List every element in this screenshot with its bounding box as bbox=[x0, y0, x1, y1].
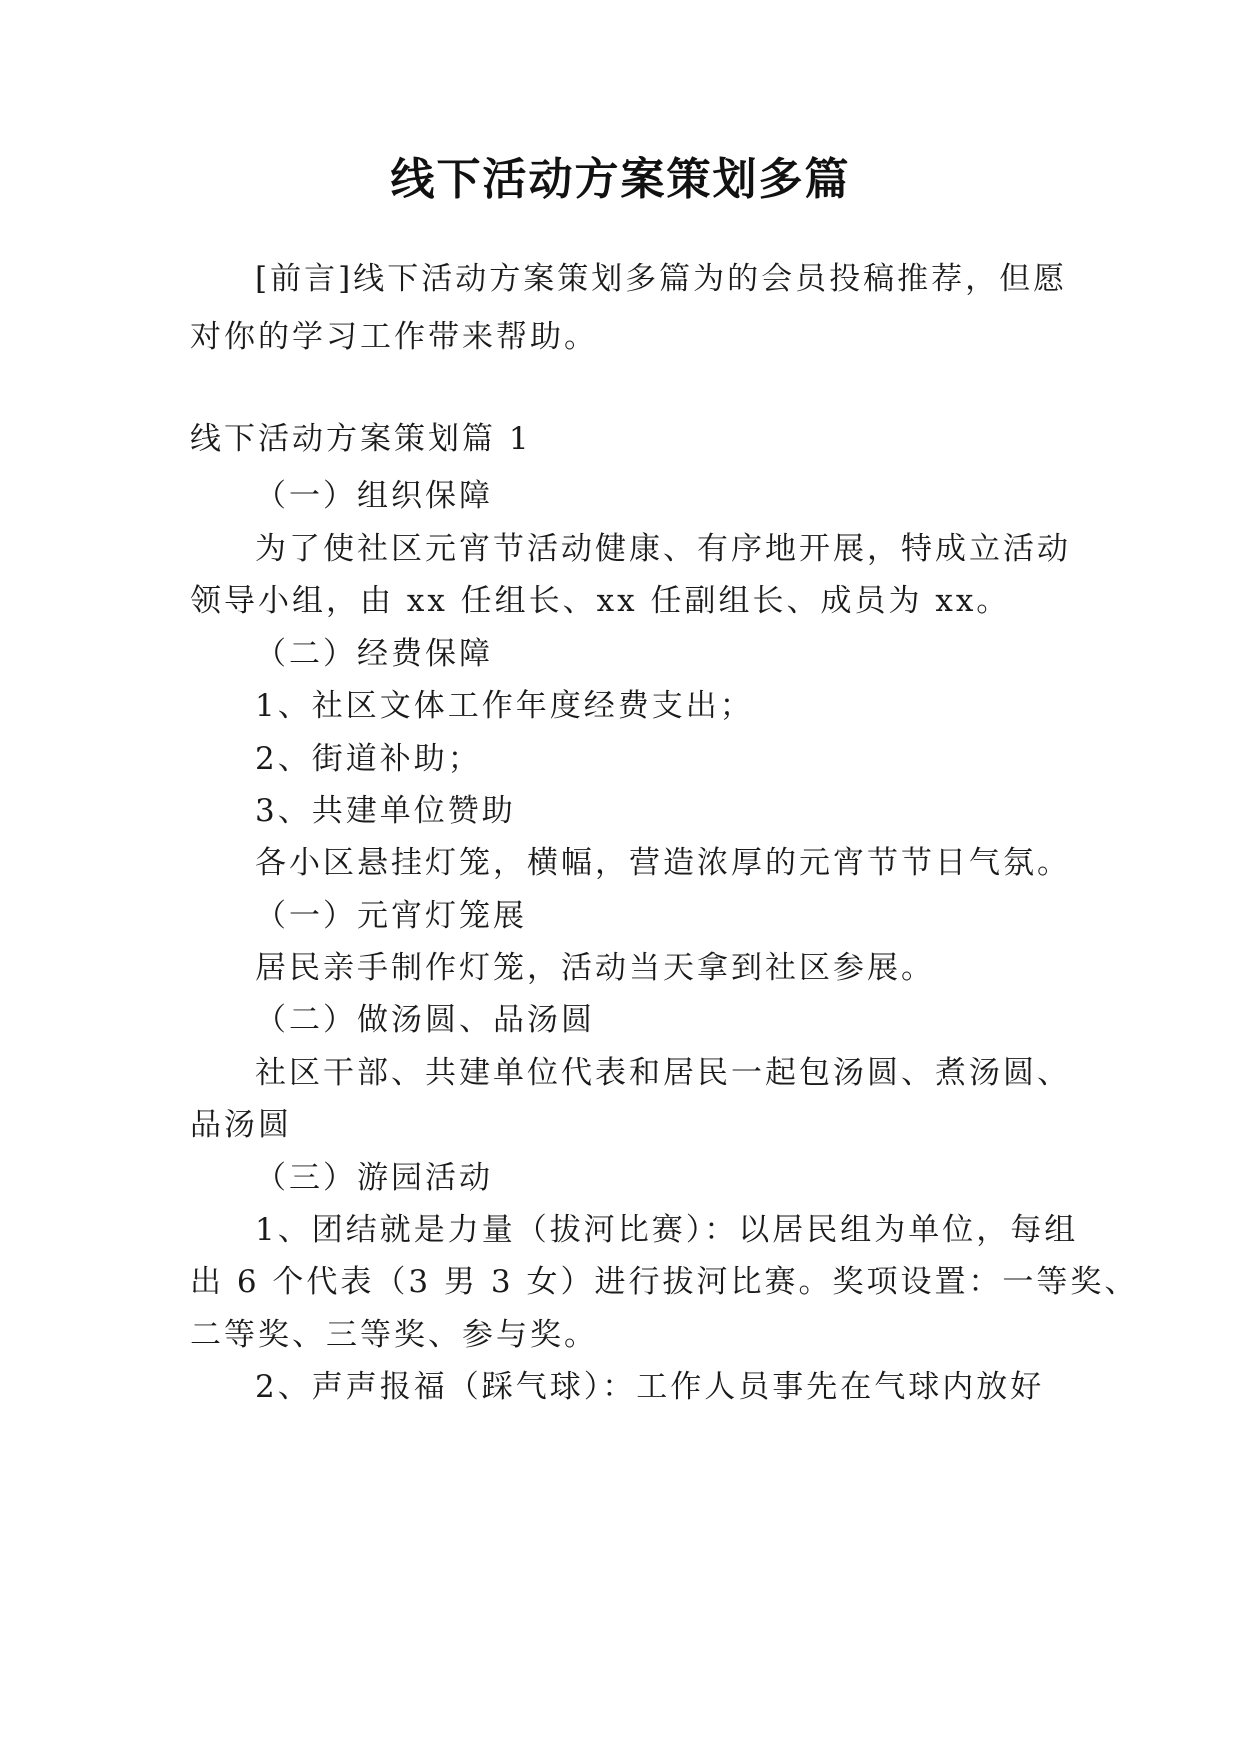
paragraph: 1、团结就是力量（拔河比赛）：以居民组为单位，每组 bbox=[255, 1212, 1079, 1248]
paragraph: 二等奖、三等奖、参与奖。 bbox=[190, 1317, 598, 1353]
preface-line-2: 对你的学习工作带来帮助。 bbox=[190, 319, 598, 355]
paragraph: 各小区悬挂灯笼，横幅，营造浓厚的元宵节节日气氛。 bbox=[255, 845, 1071, 881]
paragraph: （三）游园活动 bbox=[255, 1160, 493, 1196]
paragraph: 出 6 个代表（3 男 3 女）进行拔河比赛。奖项设置：一等奖、 bbox=[190, 1264, 1139, 1300]
paragraph: 品汤圆 bbox=[190, 1107, 292, 1143]
paragraph: （一）元宵灯笼展 bbox=[255, 898, 527, 934]
paragraph: 居民亲手制作灯笼，活动当天拿到社区参展。 bbox=[255, 950, 935, 986]
paragraph: 为了使社区元宵节活动健康、有序地开展，特成立活动 bbox=[255, 531, 1071, 567]
paragraph: 3、共建单位赞助 bbox=[255, 793, 516, 829]
paragraph: 社区干部、共建单位代表和居民一起包汤圆、煮汤圆、 bbox=[255, 1055, 1071, 1091]
paragraph: 1、社区文体工作年度经费支出； bbox=[255, 688, 754, 724]
paragraph: （二）做汤圆、品汤圆 bbox=[255, 1002, 595, 1038]
paragraph: 2、声声报福（踩气球）：工作人员事先在气球内放好 bbox=[255, 1369, 1045, 1405]
paragraph: 2、街道补助； bbox=[255, 741, 482, 777]
preface-line-1: [前言]线下活动方案策划多篇为的会员投稿推荐，但愿 bbox=[255, 261, 1068, 297]
document-title: 线下活动方案策划多篇 bbox=[390, 154, 851, 205]
paragraph: （二）经费保障 bbox=[255, 636, 493, 672]
section-heading: 线下活动方案策划篇 1 bbox=[190, 421, 532, 457]
paragraph: （一）组织保障 bbox=[255, 478, 493, 514]
paragraph: 领导小组，由 xx 任组长、xx 任副组长、成员为 xx。 bbox=[190, 583, 1011, 619]
